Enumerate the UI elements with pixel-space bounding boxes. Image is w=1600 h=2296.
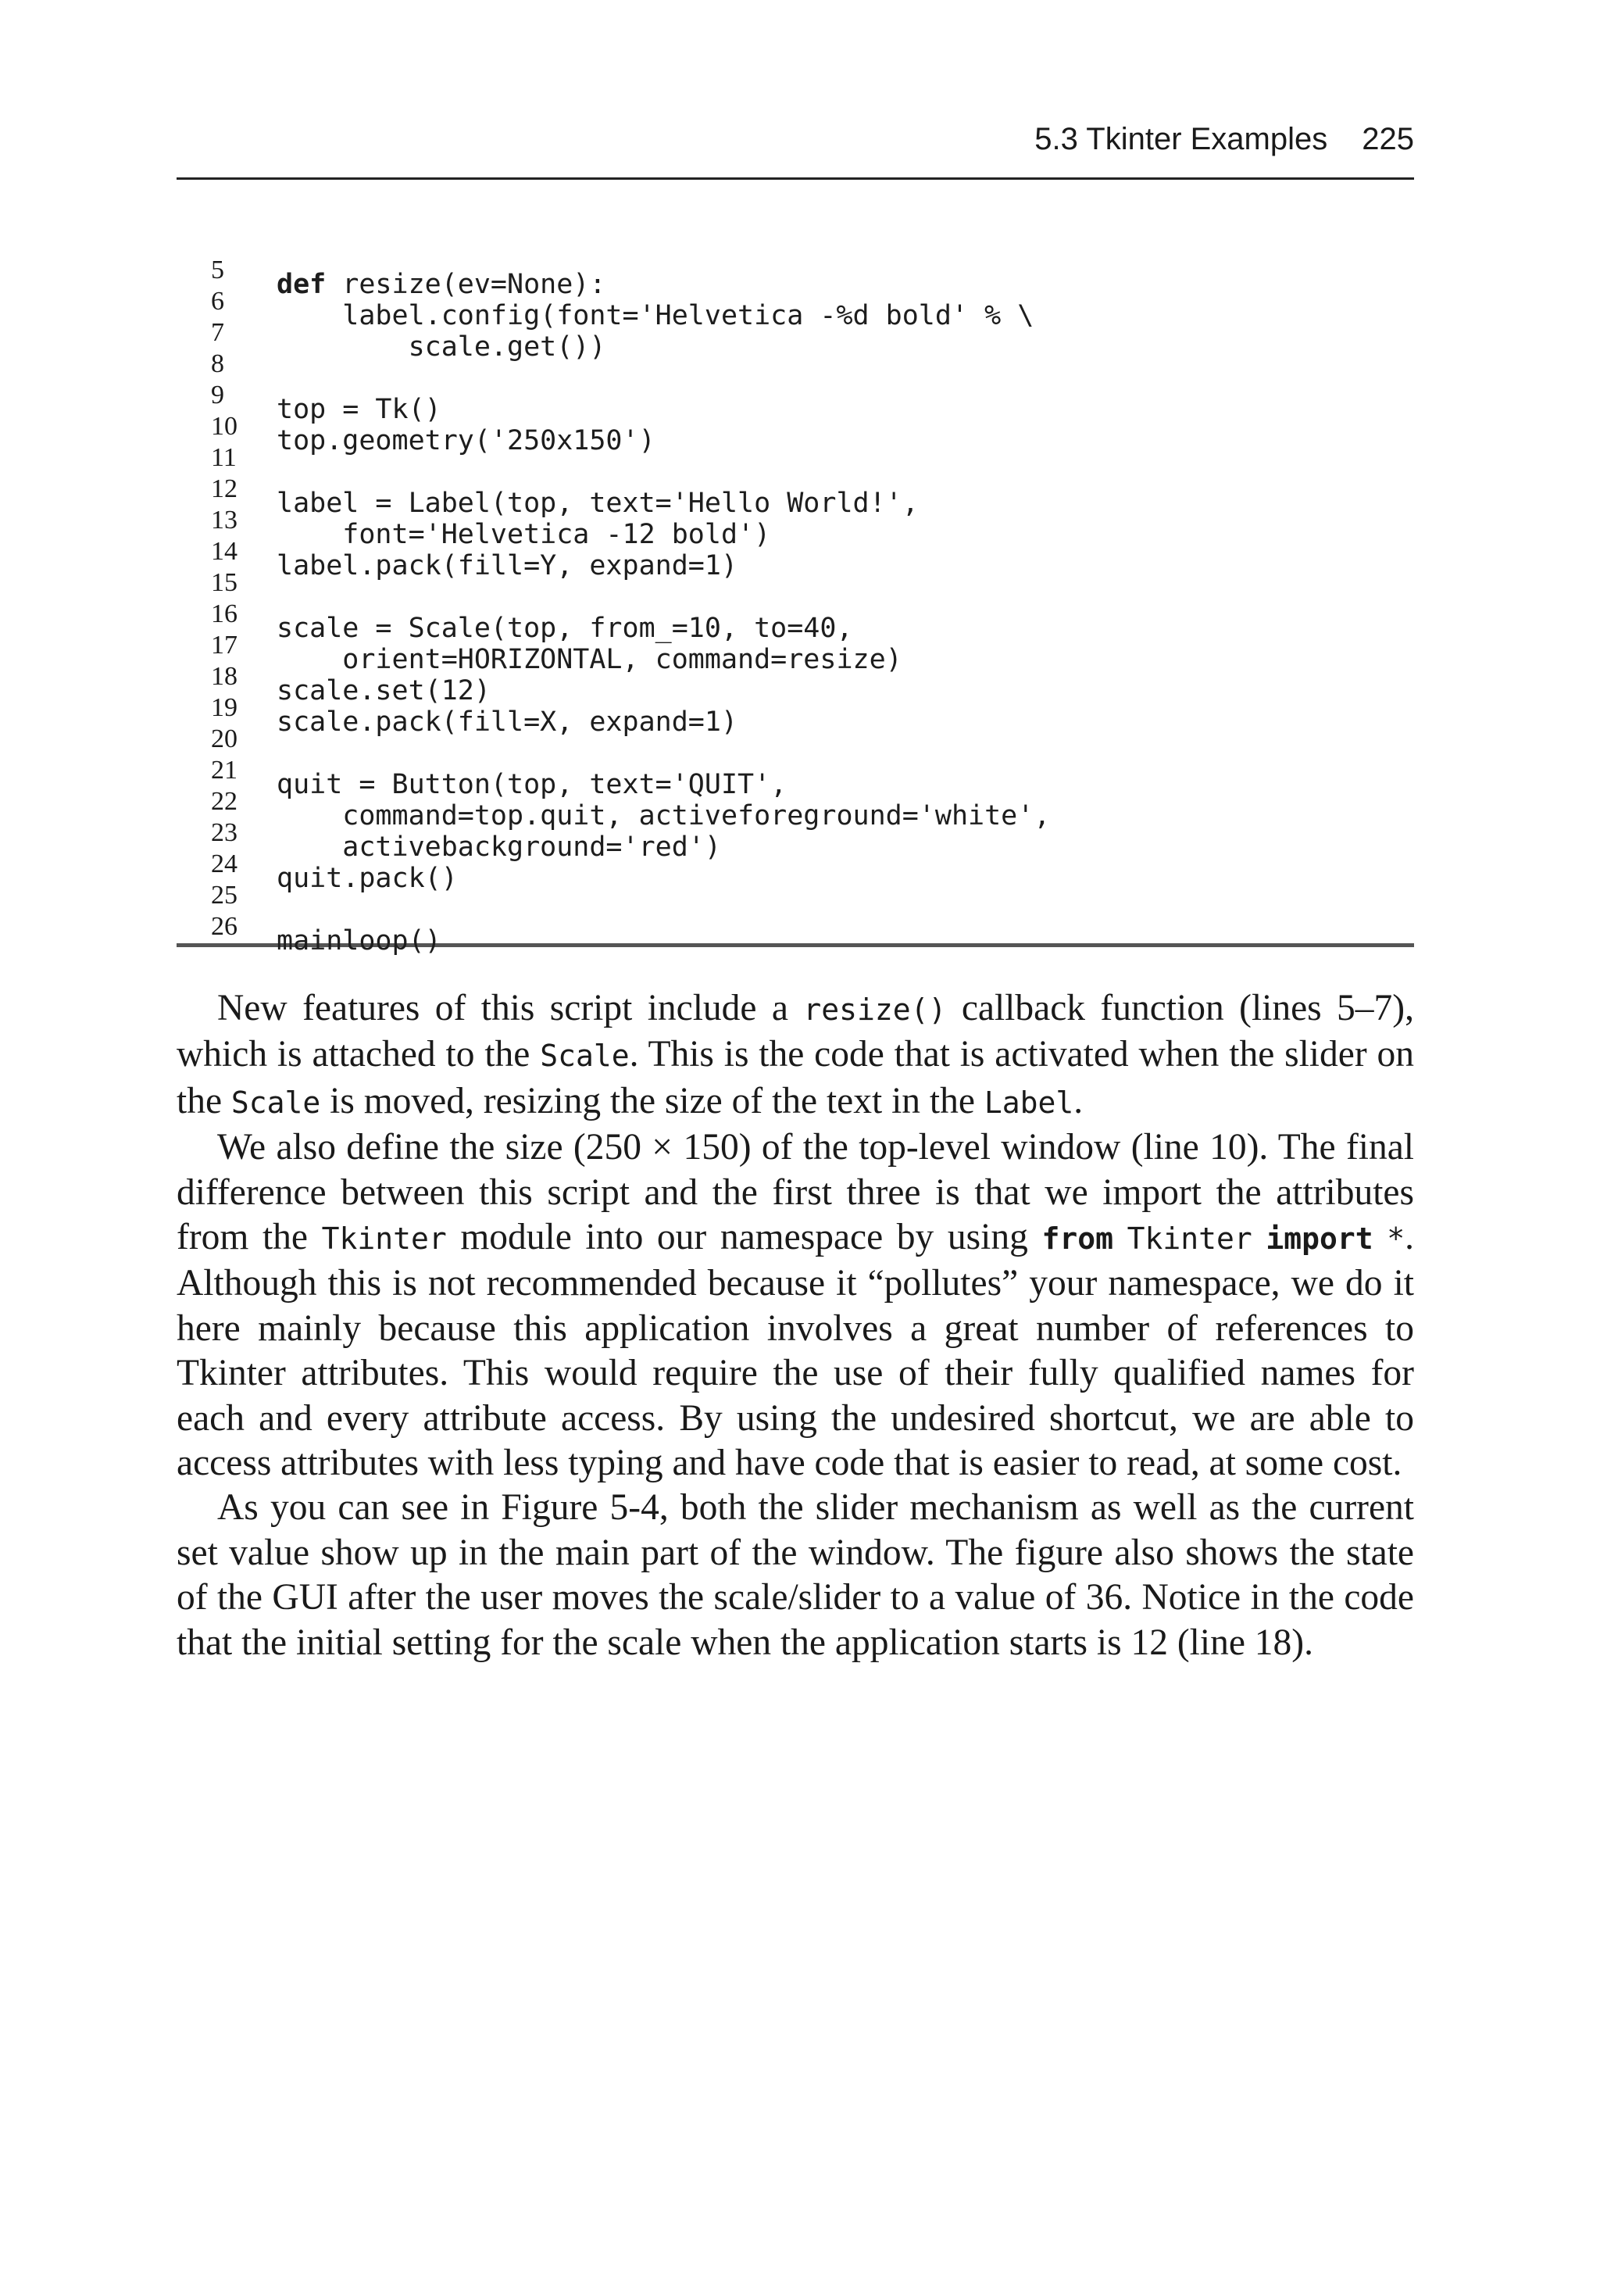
code-text: mainloop(): [277, 925, 441, 957]
line-number: 25: [211, 881, 238, 910]
code-line: [177, 241, 606, 300]
line-number: 11: [211, 443, 237, 472]
text-run: We also define the size (250 × 150) of the top-level window (line 10). The final difference between this script and the first three is that we import the attributes from the: [177, 1127, 1414, 1258]
inline-code: Label: [984, 1085, 1074, 1120]
code-line: [177, 553, 238, 597]
code-text: scale.get()): [277, 331, 606, 363]
code-line: [177, 366, 441, 425]
code-text: label.config(font='Helvetica -%d bold' % \: [277, 300, 1034, 331]
line-number: 22: [211, 787, 238, 816]
inline-code: resize(): [803, 992, 947, 1027]
line-number: 18: [211, 662, 238, 691]
code-text: quit.pack(): [277, 863, 458, 894]
text-run: New features of this script include a: [217, 988, 804, 1028]
code-text: top = Tk(): [277, 394, 441, 425]
code-line: [177, 334, 224, 378]
code-text: activebackground='red'): [277, 831, 721, 863]
text-run: callback function (lines 5–7), which is attached to the: [177, 988, 1414, 1075]
inline-keyword: import: [1266, 1221, 1373, 1257]
line-number: 17: [211, 631, 238, 660]
running-header: [177, 117, 1414, 180]
code-text: orient=HORIZONTAL, command=resize): [277, 644, 902, 675]
code-text: scale.pack(fill=X, expand=1): [277, 706, 738, 738]
text-run: is moved, resizing the size of the text in the: [320, 1080, 984, 1121]
code-text: font='Helvetica -12 bold'): [277, 519, 771, 550]
line-number: 6: [211, 287, 224, 316]
code-text: label = Label(top, text='Hello World!',: [277, 488, 919, 519]
line-number: 24: [211, 849, 238, 878]
paragraph: [177, 986, 1414, 1125]
code-line: [177, 460, 919, 519]
code-line: [177, 866, 238, 910]
inline-code: *: [1387, 1221, 1405, 1257]
line-number: 10: [211, 412, 238, 441]
body-text: [177, 986, 1414, 1665]
code-text: scale = Scale(top, from_=10, to=40,: [277, 613, 853, 644]
text-run: [1373, 1217, 1388, 1257]
text-run: . This is the code that is activated when the slider on the: [177, 1034, 1415, 1121]
code-text: [277, 269, 605, 300]
text-run: [1113, 1217, 1127, 1257]
line-number: 12: [211, 474, 238, 503]
text-run: .: [1073, 1080, 1084, 1121]
inline-code: Tkinter: [321, 1221, 447, 1257]
page-number: 225: [1362, 122, 1414, 156]
code-keyword: def: [277, 269, 327, 300]
line-number: 23: [211, 818, 238, 847]
code-text: top.geometry('250x150'): [277, 425, 655, 456]
code-line: [177, 428, 237, 472]
inline-code: Scale: [230, 1085, 321, 1120]
paragraph: As you can see in Figure 5-4, both the slider mechanism as well as the current set value show up in the main part of the window. The figure also shows the state of the GUI after the user moves the scale/slider to a value of 36. Notice in the code that the initial setting for the scale when the application starts is 12 (line 18).: [177, 1487, 1414, 1663]
inline-keyword: from: [1041, 1221, 1113, 1257]
code-line: [177, 303, 606, 363]
line-number: 8: [211, 349, 224, 378]
code-text: command=top.quit, activeforeground='white',: [277, 800, 1051, 831]
code-text: scale.set(12): [277, 675, 491, 706]
text-run: . Although this is not recommended because it “pollutes” your namespace, we do it here mainly because this application involves a great number of references to Tkinter attributes. This would require the use of their fully qualified names for each and every attribute access. By using the undesired shortcut, we are able to access attributes with less typing and have code that is easier to read, at some cost.: [177, 1217, 1414, 1484]
code-text-rest: resize(ev=None):: [326, 269, 606, 300]
line-number: 21: [211, 756, 238, 785]
inline-code: Tkinter: [1127, 1221, 1252, 1257]
section-title: 5.3 Tkinter Examples: [1034, 122, 1328, 156]
line-number: 14: [211, 537, 238, 566]
code-line: [177, 897, 441, 957]
code-line: [177, 647, 491, 706]
code-text: label.pack(fill=Y, expand=1): [277, 550, 738, 581]
line-number: 7: [211, 318, 224, 347]
running-head-text: [1034, 122, 1414, 157]
code-line: [177, 710, 238, 753]
code-text: quit = Button(top, text='QUIT',: [277, 769, 788, 800]
line-number: 15: [211, 568, 238, 597]
paragraph: [177, 1125, 1414, 1486]
inline-code: Scale: [540, 1039, 630, 1074]
line-number: 20: [211, 724, 238, 753]
line-number: 16: [211, 599, 238, 628]
line-number: 19: [211, 693, 238, 722]
line-number: 13: [211, 506, 238, 535]
code-line: [177, 741, 788, 800]
code-listing: [177, 241, 1414, 957]
code-line: [177, 585, 853, 644]
line-number: 5: [211, 256, 224, 284]
text-run: [1252, 1217, 1266, 1257]
code-line: [177, 835, 458, 894]
line-number: 9: [211, 381, 224, 409]
text-run: module into our namespace by using: [446, 1217, 1042, 1258]
line-number: 26: [211, 912, 238, 941]
